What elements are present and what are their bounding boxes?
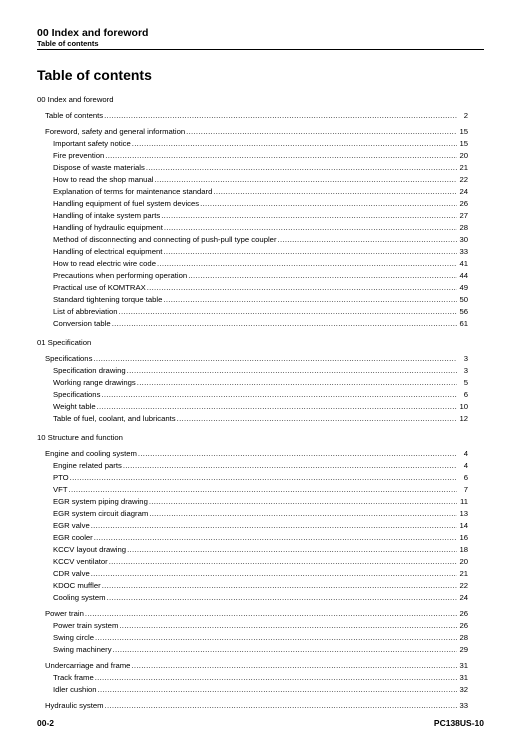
dot-leader bbox=[69, 484, 457, 496]
toc-entry-label: PTO bbox=[53, 473, 69, 482]
toc-item-entry[interactable] bbox=[37, 270, 468, 282]
dot-leader bbox=[164, 222, 457, 234]
dot-leader bbox=[138, 448, 457, 460]
toc-chapter-heading: 10 Structure and function bbox=[37, 433, 123, 442]
toc-entry-page: 21 bbox=[459, 569, 468, 578]
toc-item-entry[interactable] bbox=[37, 580, 468, 592]
dot-leader bbox=[91, 520, 457, 532]
toc-section-entry[interactable] bbox=[37, 110, 468, 122]
dot-leader bbox=[149, 496, 457, 508]
dot-leader bbox=[278, 234, 457, 246]
toc-entry-label: KDOC muffler bbox=[53, 581, 101, 590]
toc-entry-page: 28 bbox=[459, 223, 468, 232]
toc-chapter-heading: 01 Specification bbox=[37, 338, 92, 347]
dot-leader bbox=[95, 672, 457, 684]
toc-entry-label: Important safety notice bbox=[53, 139, 131, 148]
toc-entry-page: 28 bbox=[459, 633, 468, 642]
toc-item-entry[interactable] bbox=[37, 150, 468, 162]
toc-entry-label: Practical use of KOMTRAX bbox=[53, 283, 146, 292]
dot-leader bbox=[101, 389, 457, 401]
toc-entry-page: 24 bbox=[459, 187, 468, 196]
toc-entry-label: CDR valve bbox=[53, 569, 90, 578]
dot-leader bbox=[98, 684, 457, 696]
toc-entry-label: Fire prevention bbox=[53, 151, 105, 160]
toc-entry-page: 15 bbox=[459, 139, 468, 148]
dot-leader bbox=[213, 186, 457, 198]
dot-leader bbox=[177, 413, 457, 425]
dot-leader bbox=[105, 150, 457, 162]
dot-leader bbox=[93, 353, 457, 365]
dot-leader bbox=[123, 460, 457, 472]
dot-leader bbox=[147, 282, 457, 294]
toc-entry-label: Specifications bbox=[45, 354, 93, 363]
dot-leader bbox=[131, 660, 457, 672]
toc-entry-page: 7 bbox=[463, 485, 468, 494]
dot-leader bbox=[113, 644, 457, 656]
toc-entry-page: 22 bbox=[459, 175, 468, 184]
dot-leader bbox=[104, 110, 457, 122]
chapter-gap bbox=[37, 330, 468, 337]
toc-entry-label: Handling of electrical equipment bbox=[53, 247, 163, 256]
toc-entry-page: 33 bbox=[459, 701, 468, 710]
toc-entry-page: 26 bbox=[459, 199, 468, 208]
dot-leader bbox=[91, 568, 457, 580]
toc-entry-label: Standard tightening torque table bbox=[53, 295, 163, 304]
toc-item-entry[interactable] bbox=[37, 198, 468, 210]
toc-entry-page: 20 bbox=[459, 151, 468, 160]
toc-entry-page: 30 bbox=[459, 235, 468, 244]
toc-item-entry[interactable] bbox=[37, 162, 468, 174]
toc-entry-label: Method of disconnecting and connecting of push-pull type coupler bbox=[53, 235, 277, 244]
toc-item-entry[interactable] bbox=[37, 174, 468, 186]
toc-entry-page: 24 bbox=[459, 593, 468, 602]
toc-item-entry[interactable] bbox=[37, 644, 468, 656]
toc-entry-label: Conversion table bbox=[53, 319, 111, 328]
toc-item-entry[interactable] bbox=[37, 520, 468, 532]
toc-entry-page: 5 bbox=[463, 378, 468, 387]
toc-entry-label: Engine and cooling system bbox=[45, 449, 137, 458]
toc-item-entry[interactable] bbox=[37, 234, 468, 246]
toc-section-entry[interactable] bbox=[37, 448, 468, 460]
toc-entry-page: 21 bbox=[459, 163, 468, 172]
toc-item-entry[interactable] bbox=[37, 568, 468, 580]
toc-entry-page: 31 bbox=[459, 661, 468, 670]
header-rule bbox=[37, 49, 484, 50]
toc-item-entry[interactable] bbox=[37, 496, 468, 508]
toc-entry-label: EGR valve bbox=[53, 521, 90, 530]
toc-entry-page: 11 bbox=[460, 497, 468, 506]
toc-entry-page: 14 bbox=[459, 521, 468, 530]
toc-entry-label: Weight table bbox=[53, 402, 96, 411]
toc-item-entry[interactable] bbox=[37, 672, 468, 684]
footer-model: PC138US-10 bbox=[433, 718, 484, 728]
toc-item-entry[interactable] bbox=[37, 620, 468, 632]
toc-entry-page: 3 bbox=[463, 366, 468, 375]
dot-leader bbox=[102, 580, 457, 592]
toc-item-entry[interactable] bbox=[37, 377, 468, 389]
toc-item-entry[interactable] bbox=[37, 684, 468, 696]
page-title: Table of contents bbox=[37, 67, 152, 83]
toc-entry-label: Handling of hydraulic equipment bbox=[53, 223, 163, 232]
toc-item-entry[interactable] bbox=[37, 556, 468, 568]
toc-item-entry[interactable] bbox=[37, 508, 468, 520]
toc-entry-page: 26 bbox=[459, 621, 468, 630]
toc-entry-label: How to read the shop manual bbox=[53, 175, 154, 184]
toc-entry-label: VFT bbox=[53, 485, 68, 494]
toc-item-entry[interactable] bbox=[37, 389, 468, 401]
toc-entry-page: 32 bbox=[459, 685, 468, 694]
header-subtitle: Table of contents bbox=[37, 39, 99, 48]
dot-leader bbox=[137, 377, 457, 389]
dot-leader bbox=[161, 210, 457, 222]
dot-leader bbox=[163, 294, 457, 306]
toc-entry-label: How to read electric wire code bbox=[53, 259, 156, 268]
toc-item-entry[interactable] bbox=[37, 306, 468, 318]
footer-page-number: 00-2 bbox=[37, 718, 55, 728]
toc-entry-label: Swing circle bbox=[53, 633, 95, 642]
toc-item-entry[interactable] bbox=[37, 401, 468, 413]
toc-entry-label: Undercarriage and frame bbox=[45, 661, 131, 670]
toc-entry-label: Idler cushion bbox=[53, 685, 97, 694]
toc-entry-page: 18 bbox=[459, 545, 468, 554]
dot-leader bbox=[127, 365, 457, 377]
toc-entry-page: 22 bbox=[459, 581, 468, 590]
table-of-contents bbox=[37, 94, 468, 712]
toc-entry-page: 27 bbox=[459, 211, 468, 220]
dot-leader bbox=[188, 270, 457, 282]
toc-entry-label: Specifications bbox=[53, 390, 101, 399]
toc-entry-page: 15 bbox=[459, 127, 468, 136]
toc-item-entry[interactable] bbox=[37, 460, 468, 472]
dot-leader bbox=[70, 472, 457, 484]
dot-leader bbox=[149, 508, 457, 520]
running-header bbox=[37, 27, 484, 48]
dot-leader bbox=[163, 246, 457, 258]
toc-entry-label: Hydraulic system bbox=[45, 701, 104, 710]
toc-entry-page: 56 bbox=[459, 307, 468, 316]
toc-entry-label: Handling equipment of fuel system devices bbox=[53, 199, 200, 208]
toc-item-entry[interactable] bbox=[37, 210, 468, 222]
dot-leader bbox=[186, 126, 457, 138]
toc-entry-label: KCCV layout drawing bbox=[53, 545, 127, 554]
toc-section-entry[interactable] bbox=[37, 353, 468, 365]
toc-entry-label: Power train bbox=[45, 609, 84, 618]
toc-item-entry[interactable] bbox=[37, 138, 468, 150]
toc-section-entry[interactable] bbox=[37, 700, 468, 712]
dot-leader bbox=[94, 532, 457, 544]
toc-entry-page: 20 bbox=[459, 557, 468, 566]
toc-entry-page: 44 bbox=[459, 271, 468, 280]
dot-leader bbox=[127, 544, 457, 556]
toc-entry-label: Table of contents bbox=[45, 111, 104, 120]
header-title: 00 Index and foreword bbox=[37, 27, 149, 39]
toc-entry-label: Table of fuel, coolant, and lubricants bbox=[53, 414, 176, 423]
toc-chapter-heading: 00 Index and foreword bbox=[37, 95, 114, 104]
toc-entry-label: Engine related parts bbox=[53, 461, 122, 470]
toc-item-entry[interactable] bbox=[37, 532, 468, 544]
toc-section-entry[interactable] bbox=[37, 126, 468, 138]
toc-entry-label: Dispose of waste materials bbox=[53, 163, 145, 172]
toc-entry-label: EGR system piping drawing bbox=[53, 497, 148, 506]
chapter-gap bbox=[37, 425, 468, 432]
dot-leader bbox=[146, 162, 457, 174]
toc-entry-page: 49 bbox=[459, 283, 468, 292]
toc-section-entry[interactable] bbox=[37, 660, 468, 672]
toc-item-entry[interactable] bbox=[37, 258, 468, 270]
toc-entry-page: 2 bbox=[463, 111, 468, 120]
toc-entry-label: Explanation of terms for maintenance standard bbox=[53, 187, 213, 196]
dot-leader bbox=[200, 198, 457, 210]
dot-leader bbox=[154, 174, 457, 186]
toc-entry-page: 16 bbox=[459, 533, 468, 542]
toc-entry-label: Precautions when performing operation bbox=[53, 271, 188, 280]
toc-item-entry[interactable] bbox=[37, 413, 468, 425]
dot-leader bbox=[119, 306, 457, 318]
toc-item-entry[interactable] bbox=[37, 592, 468, 604]
toc-entry-label: KCCV ventilator bbox=[53, 557, 108, 566]
toc-entry-label: EGR system circuit diagram bbox=[53, 509, 149, 518]
toc-item-entry[interactable] bbox=[37, 186, 468, 198]
toc-entry-page: 6 bbox=[463, 390, 468, 399]
toc-entry-label: Specification drawing bbox=[53, 366, 126, 375]
dot-leader bbox=[157, 258, 457, 270]
dot-leader bbox=[97, 401, 457, 413]
toc-item-entry[interactable] bbox=[37, 484, 468, 496]
toc-item-entry[interactable] bbox=[37, 365, 468, 377]
toc-section-entry[interactable] bbox=[37, 608, 468, 620]
toc-entry-label: Swing machinery bbox=[53, 645, 112, 654]
toc-item-entry[interactable] bbox=[37, 222, 468, 234]
toc-entry-label: Cooling system bbox=[53, 593, 106, 602]
dot-leader bbox=[105, 700, 457, 712]
toc-entry-page: 12 bbox=[459, 414, 468, 423]
toc-entry-page: 26 bbox=[459, 609, 468, 618]
toc-entry-page: 61 bbox=[459, 319, 468, 328]
toc-item-entry[interactable] bbox=[37, 632, 468, 644]
toc-entry-page: 29 bbox=[459, 645, 468, 654]
toc-entry-page: 41 bbox=[459, 259, 468, 268]
toc-entry-label: List of abbreviation bbox=[53, 307, 118, 316]
toc-item-entry[interactable] bbox=[37, 472, 468, 484]
toc-entry-page: 4 bbox=[463, 461, 468, 470]
toc-item-entry[interactable] bbox=[37, 246, 468, 258]
toc-entry-page: 3 bbox=[463, 354, 468, 363]
toc-entry-label: Power train system bbox=[53, 621, 119, 630]
toc-entry-page: 13 bbox=[459, 509, 468, 518]
toc-item-entry[interactable] bbox=[37, 282, 468, 294]
toc-entry-page: 10 bbox=[459, 402, 468, 411]
dot-leader bbox=[112, 318, 457, 330]
toc-entry-label: Working range drawings bbox=[53, 378, 136, 387]
dot-leader bbox=[85, 608, 457, 620]
dot-leader bbox=[119, 620, 457, 632]
toc-entry-page: 4 bbox=[463, 449, 468, 458]
toc-entry-page: 50 bbox=[459, 295, 468, 304]
toc-entry-label: Handling of intake system parts bbox=[53, 211, 161, 220]
toc-item-entry[interactable] bbox=[37, 294, 468, 306]
toc-entry-label: Foreword, safety and general information bbox=[45, 127, 186, 136]
toc-item-entry[interactable] bbox=[37, 318, 468, 330]
dot-leader bbox=[107, 592, 457, 604]
toc-entry-label: EGR cooler bbox=[53, 533, 93, 542]
toc-entry-page: 33 bbox=[459, 247, 468, 256]
toc-entry-page: 6 bbox=[463, 473, 468, 482]
toc-item-entry[interactable] bbox=[37, 544, 468, 556]
toc-entry-page: 31 bbox=[459, 673, 468, 682]
dot-leader bbox=[132, 138, 457, 150]
dot-leader bbox=[109, 556, 457, 568]
dot-leader bbox=[95, 632, 457, 644]
toc-entry-label: Track frame bbox=[53, 673, 94, 682]
